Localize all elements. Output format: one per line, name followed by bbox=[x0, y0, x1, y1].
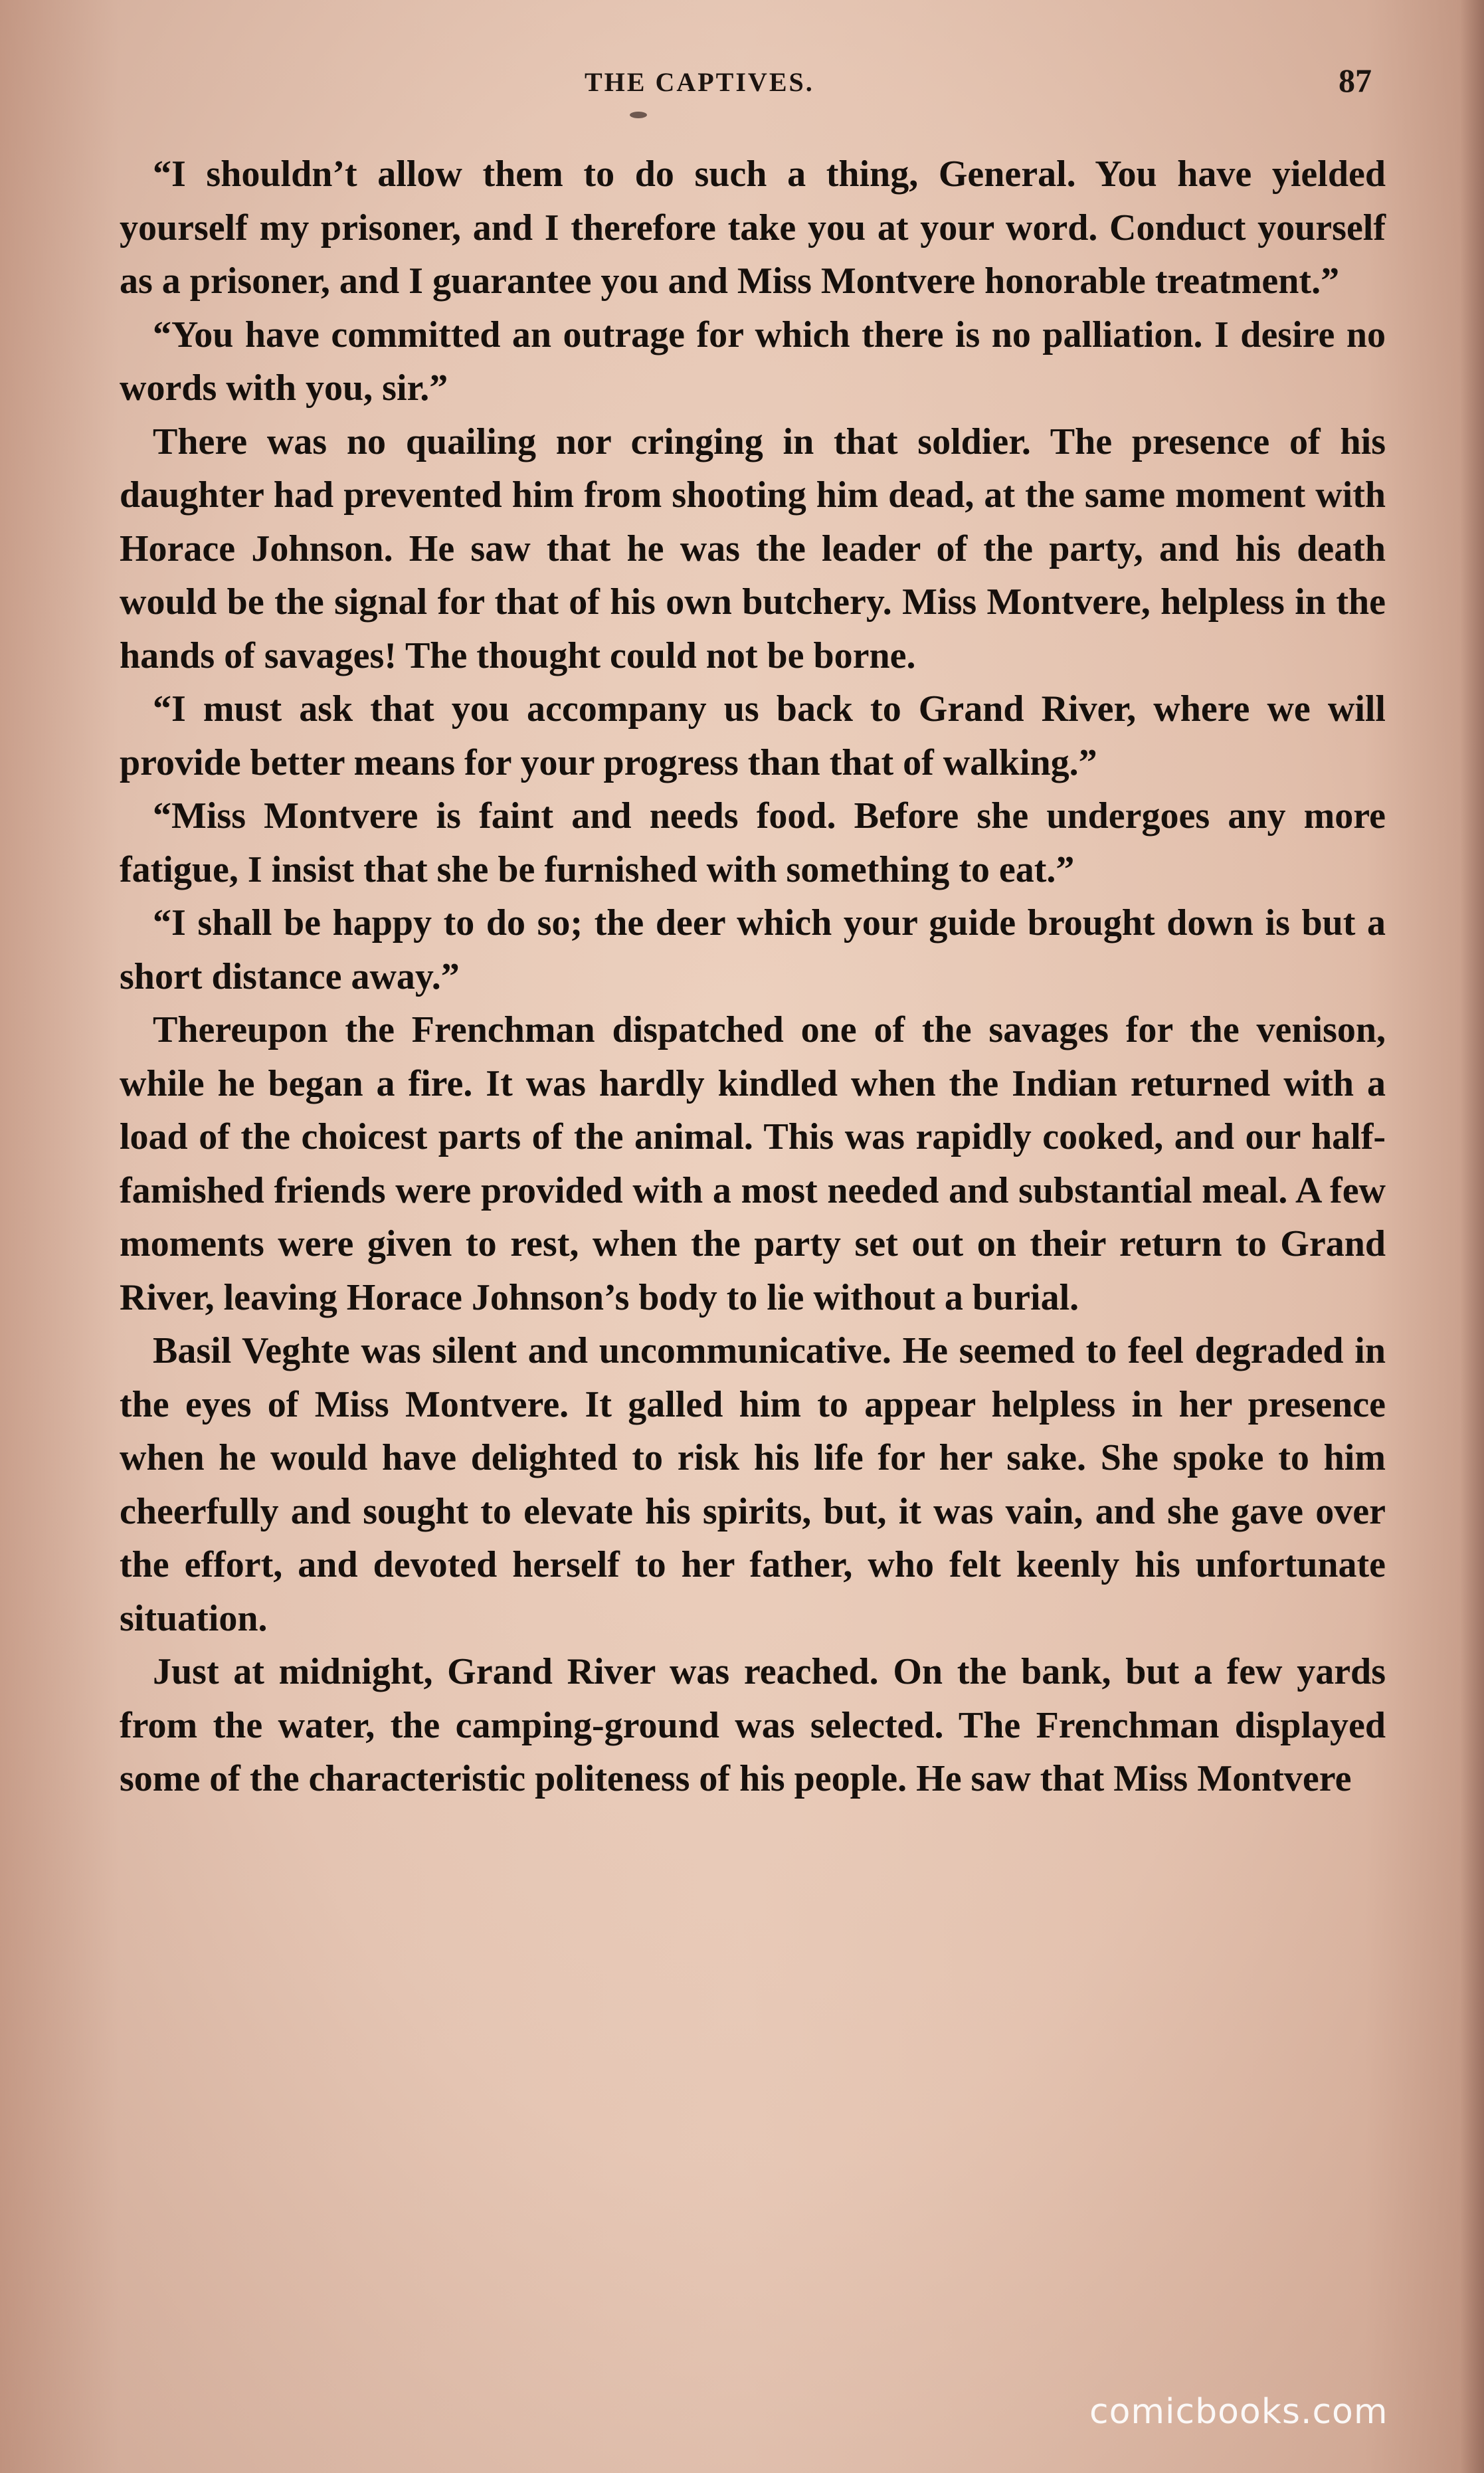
page-header bbox=[0, 60, 1484, 106]
page-number: 87 bbox=[1339, 62, 1372, 99]
paragraph: Just at midnight, Grand River was reached. On the bank, but a few yards from the water, the camping-ground was selected. The Frenchman displayed some of the characteristic politeness of his people. He saw that Miss Montvere bbox=[120, 1651, 1386, 1799]
paragraph: “I shall be happy to do so; the deer which your guide brought down is but a short distance away.” bbox=[120, 902, 1386, 997]
paragraph: “I shouldn’t allow them to do such a thing, General. You have yielded yourself my prisoner, and I therefore take you at your word. Conduct yourself as a prisoner, and I guarantee you and Miss Montvere honorable treatment.” bbox=[120, 153, 1386, 302]
paragraph: Basil Veghte was silent and uncommunicative. He seemed to feel degraded in the eyes of Miss Montvere. It galled him to appear helpless in her presence when he would have delighted to risk his life for her sake. She spoke to him cheerfully and sought to elevate his spirits, but, it was vain, and she gave over the effort, and devoted herself to her father, who felt keenly his unfortunate situation. bbox=[120, 1330, 1386, 1639]
paragraph: “Miss Montvere is faint and needs food. Before she undergoes any more fatigue, I insist that she be furnished with something to eat.” bbox=[120, 795, 1386, 890]
paragraph: There was no quailing nor cringing in that soldier. The presence of his daughter had prevented him from shooting him dead, at the same moment with Horace Johnson. He saw that he was the leader of the party, and his death would be the signal for that of his own butchery. Miss Montvere, helpless in the hands of savages! The thought could not be borne. bbox=[120, 421, 1386, 676]
paragraph: Thereupon the Frenchman dispatched one of the savages for the venison, while he began a fire. It was hardly kindled when the Indian returned with a load of the choicest parts of the animal. This was rapidly cooked, and our half-famished friends were provided with a most needed and substantial meal. A few moments were given to rest, when the party set out on their return to Grand River, leaving Horace Johnson’s body to lie without a burial. bbox=[120, 1009, 1386, 1318]
ornament-mark bbox=[630, 112, 647, 118]
watermark: comicbooks.com bbox=[1089, 2392, 1388, 2432]
paragraph: “You have committed an outrage for which there is no palliation. I desire no words with you, sir.” bbox=[120, 314, 1386, 409]
running-title: THE CAPTIVES. bbox=[585, 67, 814, 97]
body-text bbox=[120, 148, 1386, 1806]
paragraph: “I must ask that you accompany us back to Grand River, where we will provide better means for your progress than that of walking.” bbox=[120, 688, 1386, 783]
